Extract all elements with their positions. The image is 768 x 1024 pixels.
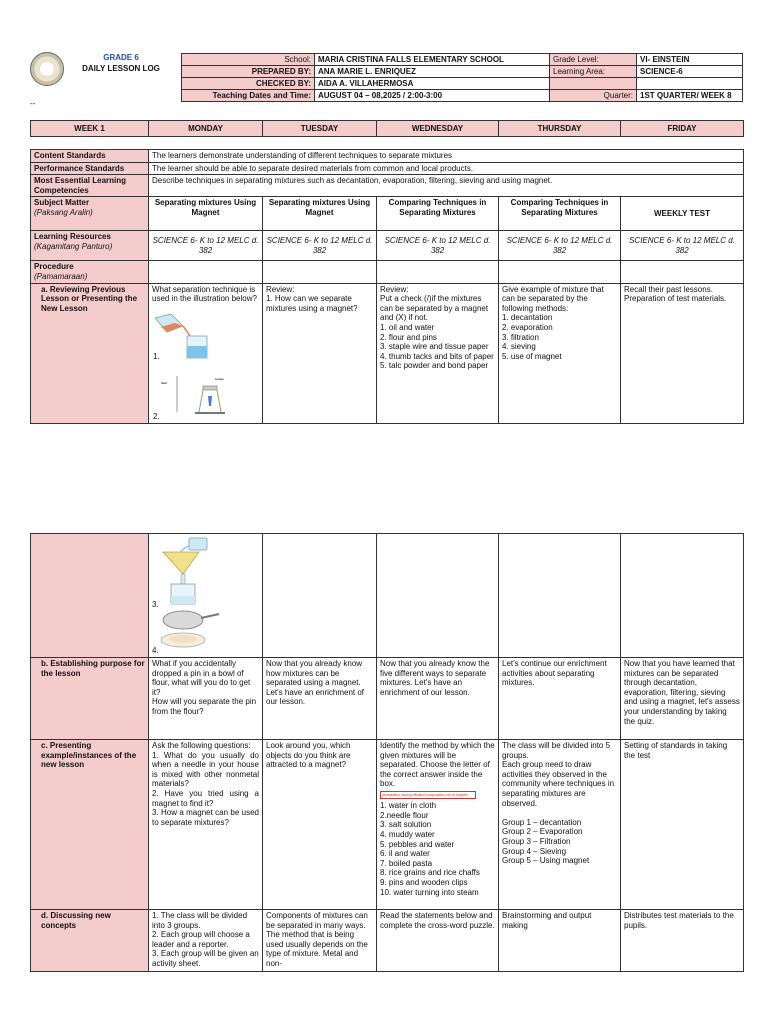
blank-label [550,78,637,90]
grade-level-label: Grade Level: [550,54,637,66]
row-d-label: d. Discussing new concepts [31,910,149,972]
row-a-wednesday: Review: Put a check (/)if the mixtures can be separated by a magnet and (X) if not. 1. oil and water 2. flour and pins 3. staple wire and tissue paper 4. thumb tacks and bits of paper 5. talc powder and bond paper [377,283,499,423]
subject-monday: Separating mixtures Using Magnet [149,197,263,231]
figure-number-3: 3. [152,600,159,609]
row-d-tuesday: Components of mixtures can be separated in many ways. The method that is being used usually depends on the type of mixture. Metal and non- [263,910,377,972]
subject-thursday: Comparing Techniques in Separating Mixtures [499,197,621,231]
deped-seal-logo [30,52,64,86]
content-standards-label: Content Standards [31,150,149,163]
resources-wednesday: SCIENCE 6- K to 12 MELC d. 382 [377,231,499,261]
performance-standards-value: The learner should be able to separate desired materials from common and local products. [149,162,744,175]
subject-matter-sublabel: (Paksang Aralin) [34,207,93,217]
blank-value [637,78,743,90]
row-c-wednesday-list: 1. water in cloth 2.needle flour 3. salt solution 4. muddy water 5. pebbles and water 6. il and water 7. boiled pasta 8. rice grains and rice chaffs 9. pins and wooden clips 10. water turning into steam [380,801,480,897]
svg-text:flask: flask [161,380,168,385]
row-d-wednesday: Read the statements below and complete the cross-word puzzle. [377,910,499,972]
svg-text:beaker: beaker [215,376,225,381]
grade-level-value: VI- EINSTEIN [637,54,743,66]
stray-mark: -- [30,99,36,108]
row-c-friday: Setting of standards in taking the test [621,740,744,910]
resources-sublabel: (Kagamitang Panturo) [34,241,113,251]
evaporation-illustration-icon [159,372,239,416]
row-a-tuesday: Review: 1. How can we separate mixtures using a magnet? [263,283,377,423]
prepared-by-label: PREPARED BY: [182,66,315,78]
row-c-wednesday [377,740,499,910]
row-c-label: c. Presenting example/instances of the new lesson [31,740,149,910]
performance-standards-label: Performance Standards [31,162,149,175]
row-b-friday: Now that you have learned that mixtures can be separated through decantation, evaporation, filtering, sieving and using a magnet, let's assess your understanding by taking the quiz. [621,658,744,740]
checked-by-label: CHECKED BY: [182,78,315,90]
learning-area-label: Learning Area: [550,66,637,78]
procedure-label: Procedure [34,262,74,272]
wednesday-header: WEDNESDAY [377,121,499,137]
row-b-thursday: Let's continue our enrichment activities about separating mixtures. [499,658,621,740]
school-value: MARIA CRISTINA FALLS ELEMENTARY SCHOOL [315,54,550,66]
subject-wednesday: Comparing Techniques in Separating Mixtures [377,197,499,231]
checked-by-value: AIDA A. VILLAHERMOSA [315,78,550,90]
procedure-sublabel: (Pamamaraan) [34,271,88,281]
week-header: WEEK 1 [31,121,149,137]
row-a2-monday [149,534,263,658]
resources-monday: SCIENCE 6- K to 12 MELC d. 382 [149,231,263,261]
resources-thursday: SCIENCE 6- K to 12 MELC d. 382 [499,231,621,261]
figure-number-4: 4. [152,646,159,655]
monday-header: MONDAY [149,121,263,137]
grade-label: GRADE 6 [103,53,139,62]
subject-matter-label: Subject Matter [34,198,90,208]
friday-header: FRIDAY [621,121,744,137]
sieving-illustration-icon [155,606,225,648]
row-c-monday: Ask the following questions: 1. What do you usually do when a needle in your house is mixed with other nonmetal materials? 2. Have you tried using a magnet to find it? 3. How a magnet can be used to separate mixtures? [149,740,263,910]
figure-number-1: 1. [153,351,160,361]
school-label: School: [182,54,315,66]
figure-number-2: 2. [153,411,160,421]
row-c-wednesday-intro: Identify the method by which the given mixtures will be separated. Choose the letter of the correct answer inside the box. [380,741,495,789]
row-a-friday: Recall their past lessons. Preparation of test materials. [621,283,744,423]
row-b-monday: What if you accidentally dropped a pin in a bowl of flour, what will you do to get it? How will you separate the pin from the flour? [149,658,263,740]
row-b-tuesday: Now that you already know how mixtures can be separated using a magnet. Let's have an enrichment of our lesson. [263,658,377,740]
teaching-dates-label: Teaching Dates and Time: [182,90,315,102]
row-c-thursday: The class will be divided into 5 groups. Each group need to draw activities they observed in the community where techniques in separating mixtures are observed. Group 1 – decantation Group 2 – Evaporation Group 3 – Filtration Group 4 – Sieving Group 5 – Using magnet [499,740,621,910]
row-a-thursday: Give example of mixture that can be separated by the following methods: 1. decantation 2. evaporation 3. filtration 4. sieving 5. use of magnet [499,283,621,423]
header-info-table [181,53,743,102]
filtration-illustration-icon [155,536,215,606]
thursday-header: THURSDAY [499,121,621,137]
lesson-table-page2 [30,533,744,972]
row-d-friday: Distributes test materials to the pupils. [621,910,744,972]
row-a-monday [149,283,263,423]
melc-value: Describe techniques in separating mixtures such as decantation, evaporation, filtering, sieving and using magnet. [149,175,744,197]
row-d-monday: 1. The class will be divided into 3 groups. 2. Each group will choose a leader and a reporter. 3. Each group will be given an activity sheet. [149,910,263,972]
answer-choices-box: decantation sieving filtration evaporation use of magnet [380,791,476,799]
subject-friday: WEEKLY TEST [621,197,744,231]
row-a-label: a. Reviewing Previous Lesson or Presenting the New Lesson [31,283,149,423]
dll-title: DAILY LESSON LOG [82,64,160,73]
days-header-table [30,120,744,137]
subject-tuesday: Separating mixtures Using Magnet [263,197,377,231]
quarter-value: 1ST QUARTER/ WEEK 8 [637,90,743,102]
decantation-illustration-icon [153,312,213,360]
quarter-label: Quarter: [550,90,637,102]
row-b-wednesday: Now that you already know the five different ways to separate mixtures. Let's have an enrichment of our lesson. [377,658,499,740]
row-c-tuesday: Look around you, which objects do you think are attracted to a magnet? [263,740,377,910]
learning-area-value: SCIENCE-6 [637,66,743,78]
row-a-monday-text: What separation technique is used in the illustration below? [152,284,257,304]
melc-label: Most Essential Learning Competencies [31,175,149,197]
row-b-label: b. Establishing purpose for the lesson [31,658,149,740]
row-d-thursday: Brainstorming and output making [499,910,621,972]
prepared-by-value: ANA MARIE L. ENRIQUEZ [315,66,550,78]
lesson-table-page1 [30,149,744,424]
resources-label: Learning Resources [34,232,111,242]
resources-tuesday: SCIENCE 6- K to 12 MELC d. 382 [263,231,377,261]
resources-friday: SCIENCE 6- K to 12 MELC d. 382 [621,231,744,261]
content-standards-value: The learners demonstrate understanding of different techniques to separate mixtures [149,150,744,163]
tuesday-header: TUESDAY [263,121,377,137]
teaching-dates-value: AUGUST 04 – 08,2025 / 2:00-3:00 [315,90,550,102]
